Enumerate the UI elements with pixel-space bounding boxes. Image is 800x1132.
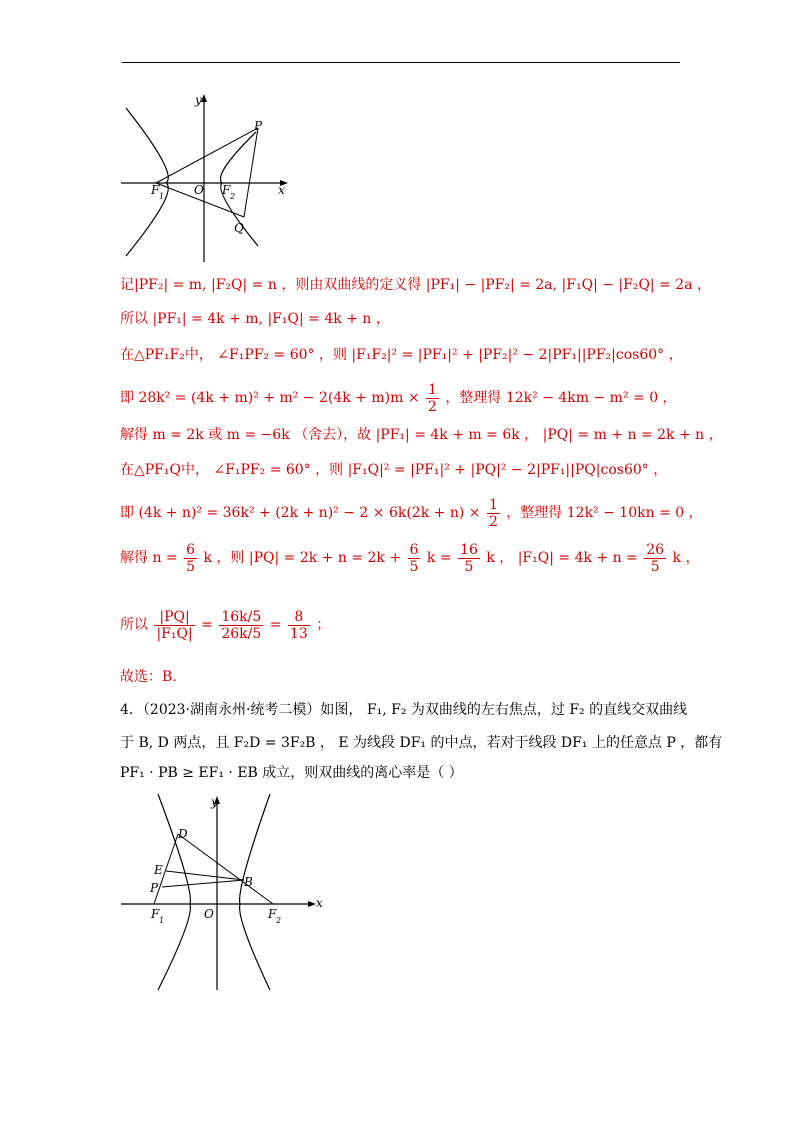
- solution-line-9-prefix: 所以: [120, 617, 148, 633]
- solution-line-9-end: ；: [316, 617, 331, 633]
- point-label-p: P: [254, 119, 263, 133]
- fraction-twentysix-fifths: [644, 542, 666, 575]
- hyperbola-figure-2: [118, 790, 338, 990]
- equals-sign-2: =: [269, 617, 282, 633]
- fraction-six-fifths-2: [408, 542, 421, 575]
- fraction-sixteen-fifths: [458, 542, 480, 575]
- focus-label-f2-sub: 2: [276, 916, 282, 925]
- fraction-pq-over-f1q: [154, 609, 194, 642]
- solution-line-1: 记|PF₂| = m, |F₂Q| = n ，则由双曲线的定义得 |PF₁| − |PF₂| = 2a, |F₁Q| − |F₂Q| = 2a ，: [120, 277, 711, 293]
- solution-line-8-mid-2: k =: [426, 550, 452, 566]
- fraction-numerator: 16k/5: [221, 608, 262, 625]
- solution-line-9: [120, 590, 330, 660]
- equals-sign-1: =: [201, 617, 213, 633]
- point-label-b: B: [244, 875, 253, 889]
- focus-label-f2: F: [222, 183, 231, 197]
- focus-label-f1-sub: 1: [159, 192, 165, 201]
- fraction-half-1: [426, 382, 439, 415]
- fraction-denominator: 5: [650, 558, 660, 575]
- solution-line-6: 在△PF₁Q中， ∠F₁PF₂ = 60° ，则 |F₁Q|² = |PF₁|² + |PQ|² − 2|PF₁||PQ|cos60° ，: [120, 462, 668, 478]
- fraction-numerator: 26: [646, 541, 665, 558]
- axis-label-y: y: [211, 795, 218, 809]
- solution-line-8-prefix: 解得 n =: [120, 550, 178, 566]
- axis-label-x: x: [316, 896, 323, 910]
- answer-line: 故选：B.: [120, 669, 177, 685]
- fraction-compound: [219, 609, 263, 642]
- fraction-denominator: |F₁Q|: [156, 625, 193, 642]
- fraction-half-2: [487, 497, 500, 530]
- solution-line-5: 解得 m = 2k 或 m = −6k （舍去），故 |PF₁| = 4k + m = 6k ， |PQ| = m + n = 2k + n ，: [120, 427, 723, 443]
- fraction-numerator: 16: [460, 541, 478, 558]
- solution-line-8-mid-1: k ，则 |PQ| = 2k + n = 2k +: [203, 550, 402, 566]
- solution-line-4-a: 即 28k² = (4k + m)² + m² − 2(4k + m)m ×: [120, 390, 420, 406]
- axis-label-y: y: [195, 94, 202, 107]
- solution-line-4-b: ，整理得 12k² − 4km − m² = 0 ，: [445, 390, 677, 406]
- focus-label-f1-sub: 1: [159, 916, 165, 925]
- axis-label-x: x: [278, 183, 285, 197]
- problem-4-line-1: 4．（2023·湖南永州·统考二模）如图， F₁, F₂ 为双曲线的左右焦点，过 F₂ 的直线交双曲线: [120, 702, 688, 718]
- solution-line-8-end: k ，: [672, 550, 700, 566]
- fraction-numerator: |PQ|: [154, 609, 194, 626]
- point-label-d: D: [178, 827, 188, 841]
- origin-label: O: [194, 183, 204, 197]
- fraction-denominator: 5: [409, 558, 419, 575]
- problem-4-line-3: PF₁ · PB ≥ EF₁ · EB 成立，则双曲线的离心率是（ ）: [120, 765, 463, 781]
- fraction-denominator: 13: [289, 625, 308, 642]
- point-label-p: P: [150, 881, 159, 895]
- solution-line-7: [120, 495, 703, 531]
- solution-line-7-b: ，整理得 12k² − 10kn = 0 ，: [506, 505, 703, 521]
- fraction-six-fifths-1: [184, 542, 197, 575]
- solution-line-4: [120, 380, 677, 416]
- focus-label-f2: F: [268, 907, 277, 921]
- fraction-denominator: 2: [428, 398, 437, 415]
- fraction-denominator: 26k/5: [221, 625, 262, 642]
- fraction-denominator: 5: [186, 558, 196, 575]
- fraction-numerator: 8: [288, 609, 310, 626]
- focus-label-f2-sub: 2: [230, 192, 236, 201]
- solution-line-8: [120, 540, 699, 576]
- focus-label-f1: F: [151, 907, 160, 921]
- fraction-numerator: 1: [428, 381, 437, 398]
- solution-line-8-mid-3: k ， |F₁Q| = 4k + n =: [486, 550, 638, 566]
- fraction-eight-thirteenths: [288, 609, 310, 642]
- fraction-numerator: 6: [186, 541, 196, 558]
- origin-label: O: [204, 907, 214, 921]
- fraction-numerator: 6: [409, 541, 419, 558]
- solution-line-3: 在△PF₁F₂中， ∠F₁PF₂ = 60° ，则 |F₁F₂|² = |PF₁|² + |PF₂|² − 2|PF₁||PF₂|cos60° ，: [120, 347, 683, 363]
- focus-label-f1: F: [151, 183, 160, 197]
- header-rule: [122, 62, 680, 63]
- point-label-q: Q: [234, 221, 244, 235]
- fraction-numerator: 1: [488, 496, 498, 513]
- solution-line-2: 所以 |PF₁| = 4k + m, |F₁Q| = 4k + n ，: [120, 311, 390, 327]
- point-label-e: E: [154, 863, 163, 877]
- solution-line-7-a: 即 (4k + n)² = 36k² + (2k + n)² − 2 × 6k(2k + n) ×: [120, 505, 481, 521]
- hyperbola-figure-1: [118, 94, 298, 262]
- problem-4-line-2: 于 B, D 两点，且 F₂D = 3F₂B ， E 为线段 DF₁ 的中点，若对于线段 DF₁ 上的任意点 P ，都有: [120, 735, 723, 751]
- fraction-denominator: 5: [464, 558, 474, 575]
- fraction-denominator: 2: [488, 513, 498, 530]
